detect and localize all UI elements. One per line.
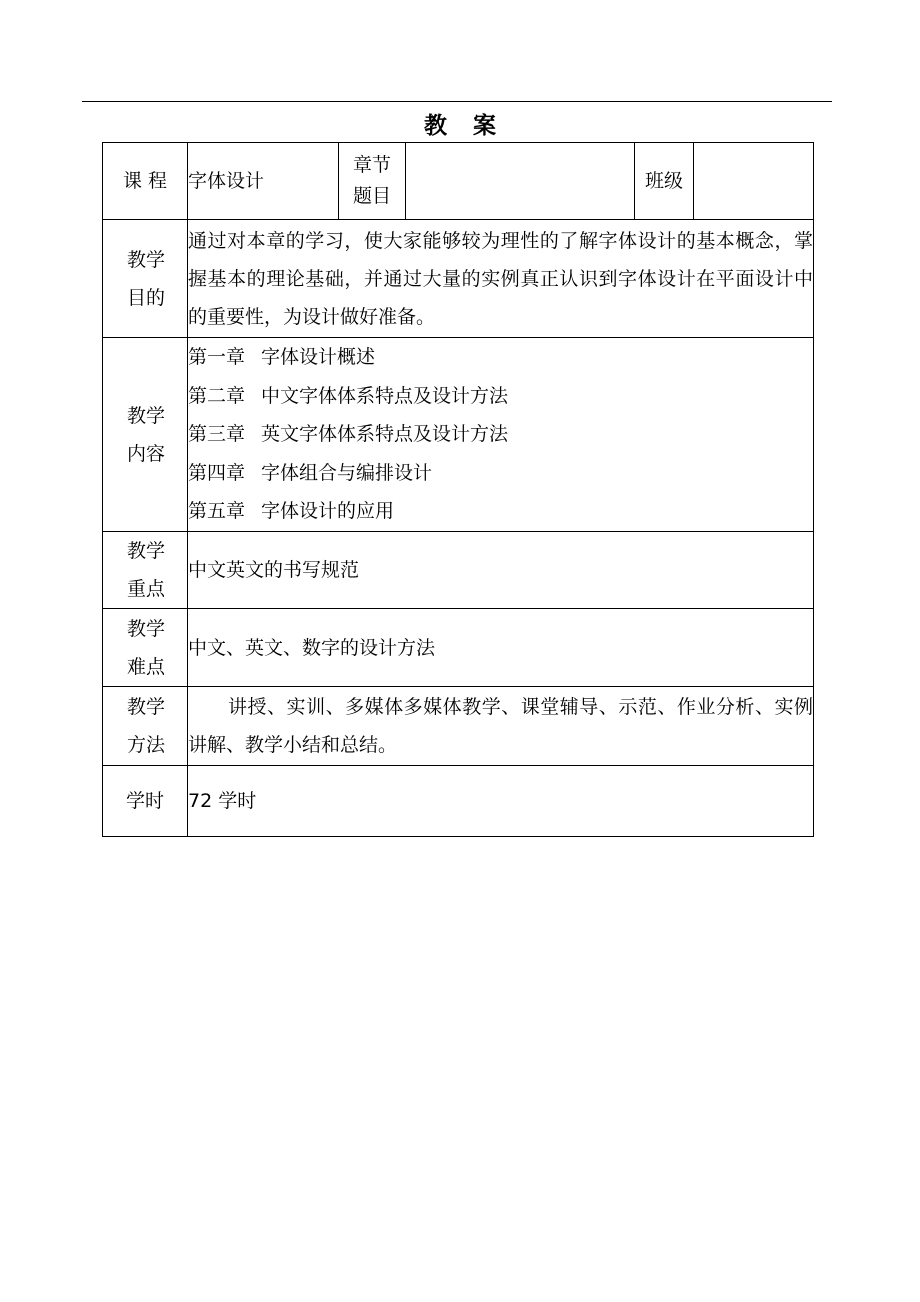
title-char-1: 教	[424, 113, 447, 139]
chapter-title: 中文字体体系特点及设计方法	[261, 384, 509, 407]
hours-label-cell	[103, 766, 188, 837]
chapter-label-cell	[339, 143, 406, 220]
chapter-label-line1: 章节	[352, 154, 391, 176]
course-value-cell	[188, 143, 339, 220]
course-label: 课 程	[122, 170, 168, 192]
class-label: 班级	[644, 170, 683, 192]
hours-label: 学时	[125, 790, 164, 812]
methods-label-line1: 教学	[126, 696, 165, 718]
chapter-item	[188, 454, 813, 493]
row-content	[103, 338, 814, 532]
key-points-label-cell	[103, 532, 188, 609]
header-rule	[82, 101, 832, 102]
class-value-cell	[694, 143, 814, 220]
chapter-title: 英文字体体系特点及设计方法	[261, 423, 509, 446]
title-char-2: 案	[473, 113, 496, 139]
chapter-number: 第二章	[188, 384, 246, 407]
course-value: 字体设计	[188, 170, 265, 192]
document-title	[0, 110, 920, 142]
row-key-points	[103, 532, 814, 609]
methods-label-line2: 方法	[126, 734, 165, 756]
chapter-number: 第四章	[188, 461, 246, 484]
chapter-item	[188, 338, 813, 377]
row-objective	[103, 220, 814, 338]
key-points-text: 中文英文的书写规范	[188, 532, 814, 609]
objective-text: 通过对本章的学习，使大家能够较为理性的了解字体设计的基本概念，掌握基本的理论基础，并通过大量的实例真正认识到字体设计在平面设计中的重要性，为设计做好准备。	[188, 220, 814, 338]
row-difficulties	[103, 609, 814, 687]
methods-text: 讲授、实训、多媒体多媒体教学、课堂辅导、示范、作业分析、实例讲解、教学小结和总结。	[188, 687, 814, 766]
hours-text: 72 学时	[188, 766, 814, 837]
objective-label-line2: 目的	[126, 286, 165, 309]
objective-label-line1: 教学	[126, 248, 165, 271]
chapter-number: 第五章	[188, 500, 246, 523]
class-label-cell	[635, 143, 694, 220]
objective-label-cell	[103, 220, 188, 338]
chapter-number: 第三章	[188, 423, 246, 446]
difficulties-label-line2: 难点	[126, 655, 165, 678]
key-points-label-line2: 重点	[126, 578, 165, 600]
chapter-item	[188, 492, 813, 531]
chapter-item	[188, 377, 813, 416]
methods-label-cell	[103, 687, 188, 766]
lesson-plan-table	[102, 142, 814, 837]
course-label-cell	[103, 143, 188, 220]
chapter-title: 字体设计概述	[261, 346, 376, 369]
chapter-label-line2: 题目	[352, 185, 391, 207]
row-course	[103, 143, 814, 220]
chapter-value-cell	[406, 143, 635, 220]
row-methods	[103, 687, 814, 766]
difficulties-text: 中文、英文、数字的设计方法	[188, 609, 814, 687]
difficulties-label-cell	[103, 609, 188, 687]
row-hours	[103, 766, 814, 837]
chapter-title: 字体设计的应用	[261, 500, 395, 523]
content-label-cell	[103, 338, 188, 532]
chapter-title: 字体组合与编排设计	[261, 461, 433, 484]
difficulties-label-line1: 教学	[126, 617, 165, 640]
chapter-number: 第一章	[188, 346, 246, 369]
content-label-line2: 内容	[126, 442, 165, 465]
content-label-line1: 教学	[126, 404, 165, 427]
chapter-item	[188, 415, 813, 454]
chapter-list	[188, 338, 814, 532]
key-points-label-line1: 教学	[126, 540, 165, 562]
